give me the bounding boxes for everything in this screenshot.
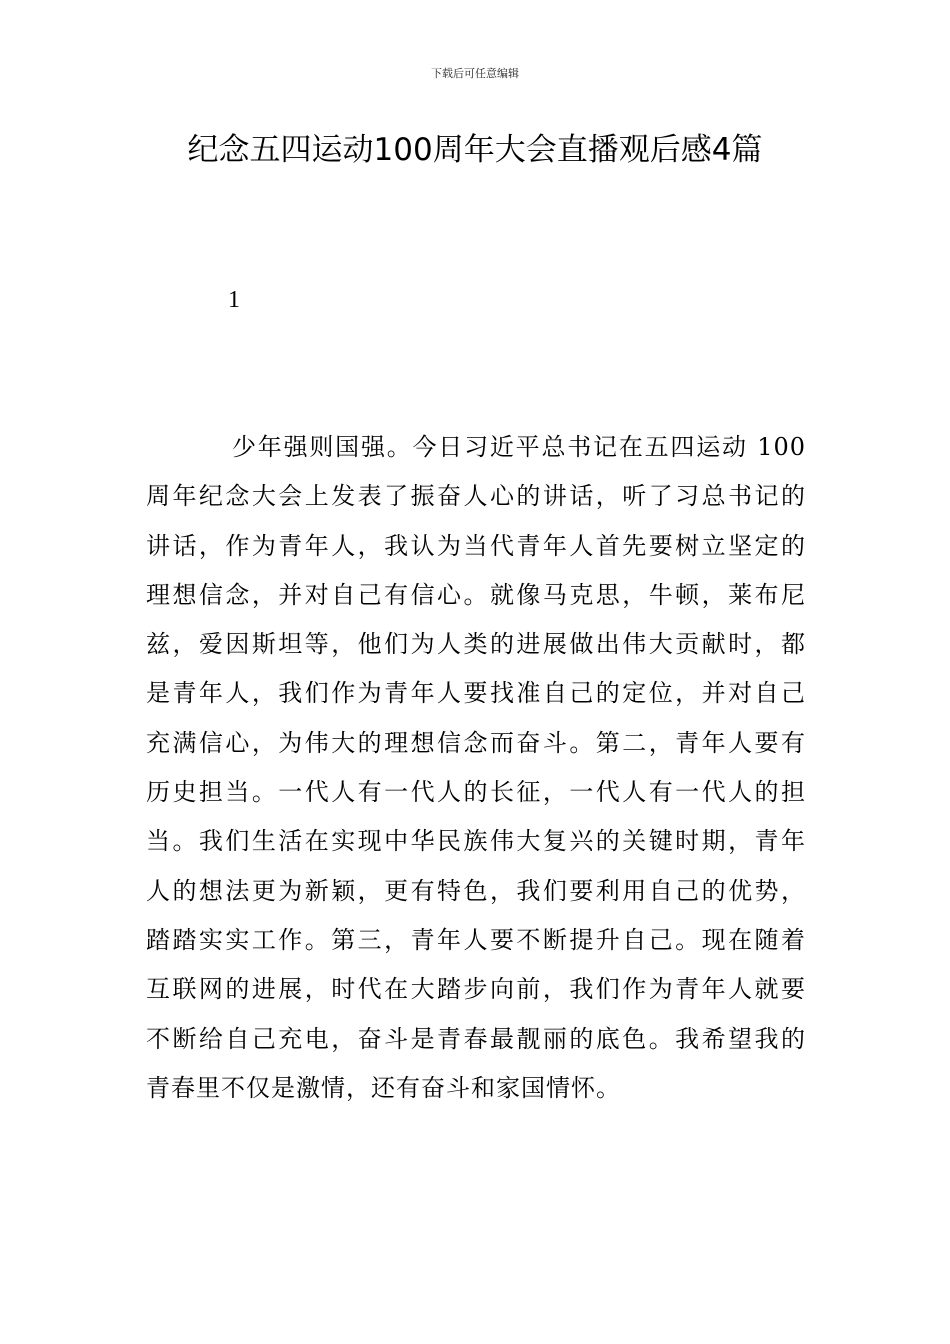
paragraph-line: 青春里不仅是激情，还有奋斗和家国情怀。 [146, 1073, 621, 1102]
paragraph-line: 周年纪念大会上发表了振奋人心的讲话，听了习总书记的 [146, 482, 806, 511]
paragraph-line: 充满信心，为伟大的理想信念而奋斗。第二，青年人要有 [146, 728, 806, 757]
body-paragraph [146, 423, 806, 1113]
paragraph-line: 理想信念，并对自己有信心。就像马克思，牛顿，莱布尼 [146, 580, 806, 609]
paragraph-line: 互联网的进展，时代在大踏步向前，我们作为青年人就要 [146, 975, 806, 1004]
section-number: 1 [228, 287, 240, 313]
paragraph-line: 当。我们生活在实现中华民族伟大复兴的关键时期，青年 [146, 827, 806, 856]
document-title: 纪念五四运动100周年大会直播观后感4篇 [187, 132, 763, 168]
paragraph-line: 踏踏实实工作。第三，青年人要不断提升自己。现在随着 [146, 925, 806, 954]
header-note: 下载后可任意编辑 [431, 67, 519, 80]
paragraph-line: 少年强则国强。今日习近平总书记在五四运动 100 [232, 433, 806, 461]
paragraph-line: 不断给自己充电，奋斗是青春最靓丽的底色。我希望我的 [146, 1024, 806, 1053]
paragraph-line: 兹，爱因斯坦等，他们为人类的进展做出伟大贡献时，都 [146, 630, 806, 659]
paragraph-line: 讲话，作为青年人，我认为当代青年人首先要树立坚定的 [146, 531, 806, 560]
paragraph-line: 是青年人，我们作为青年人要找准自己的定位，并对自己 [146, 679, 806, 708]
paragraph-line: 人的想法更为新颖，更有特色，我们要利用自己的优势， [146, 876, 806, 905]
paragraph-line: 历史担当。一代人有一代人的长征，一代人有一代人的担 [146, 778, 806, 807]
